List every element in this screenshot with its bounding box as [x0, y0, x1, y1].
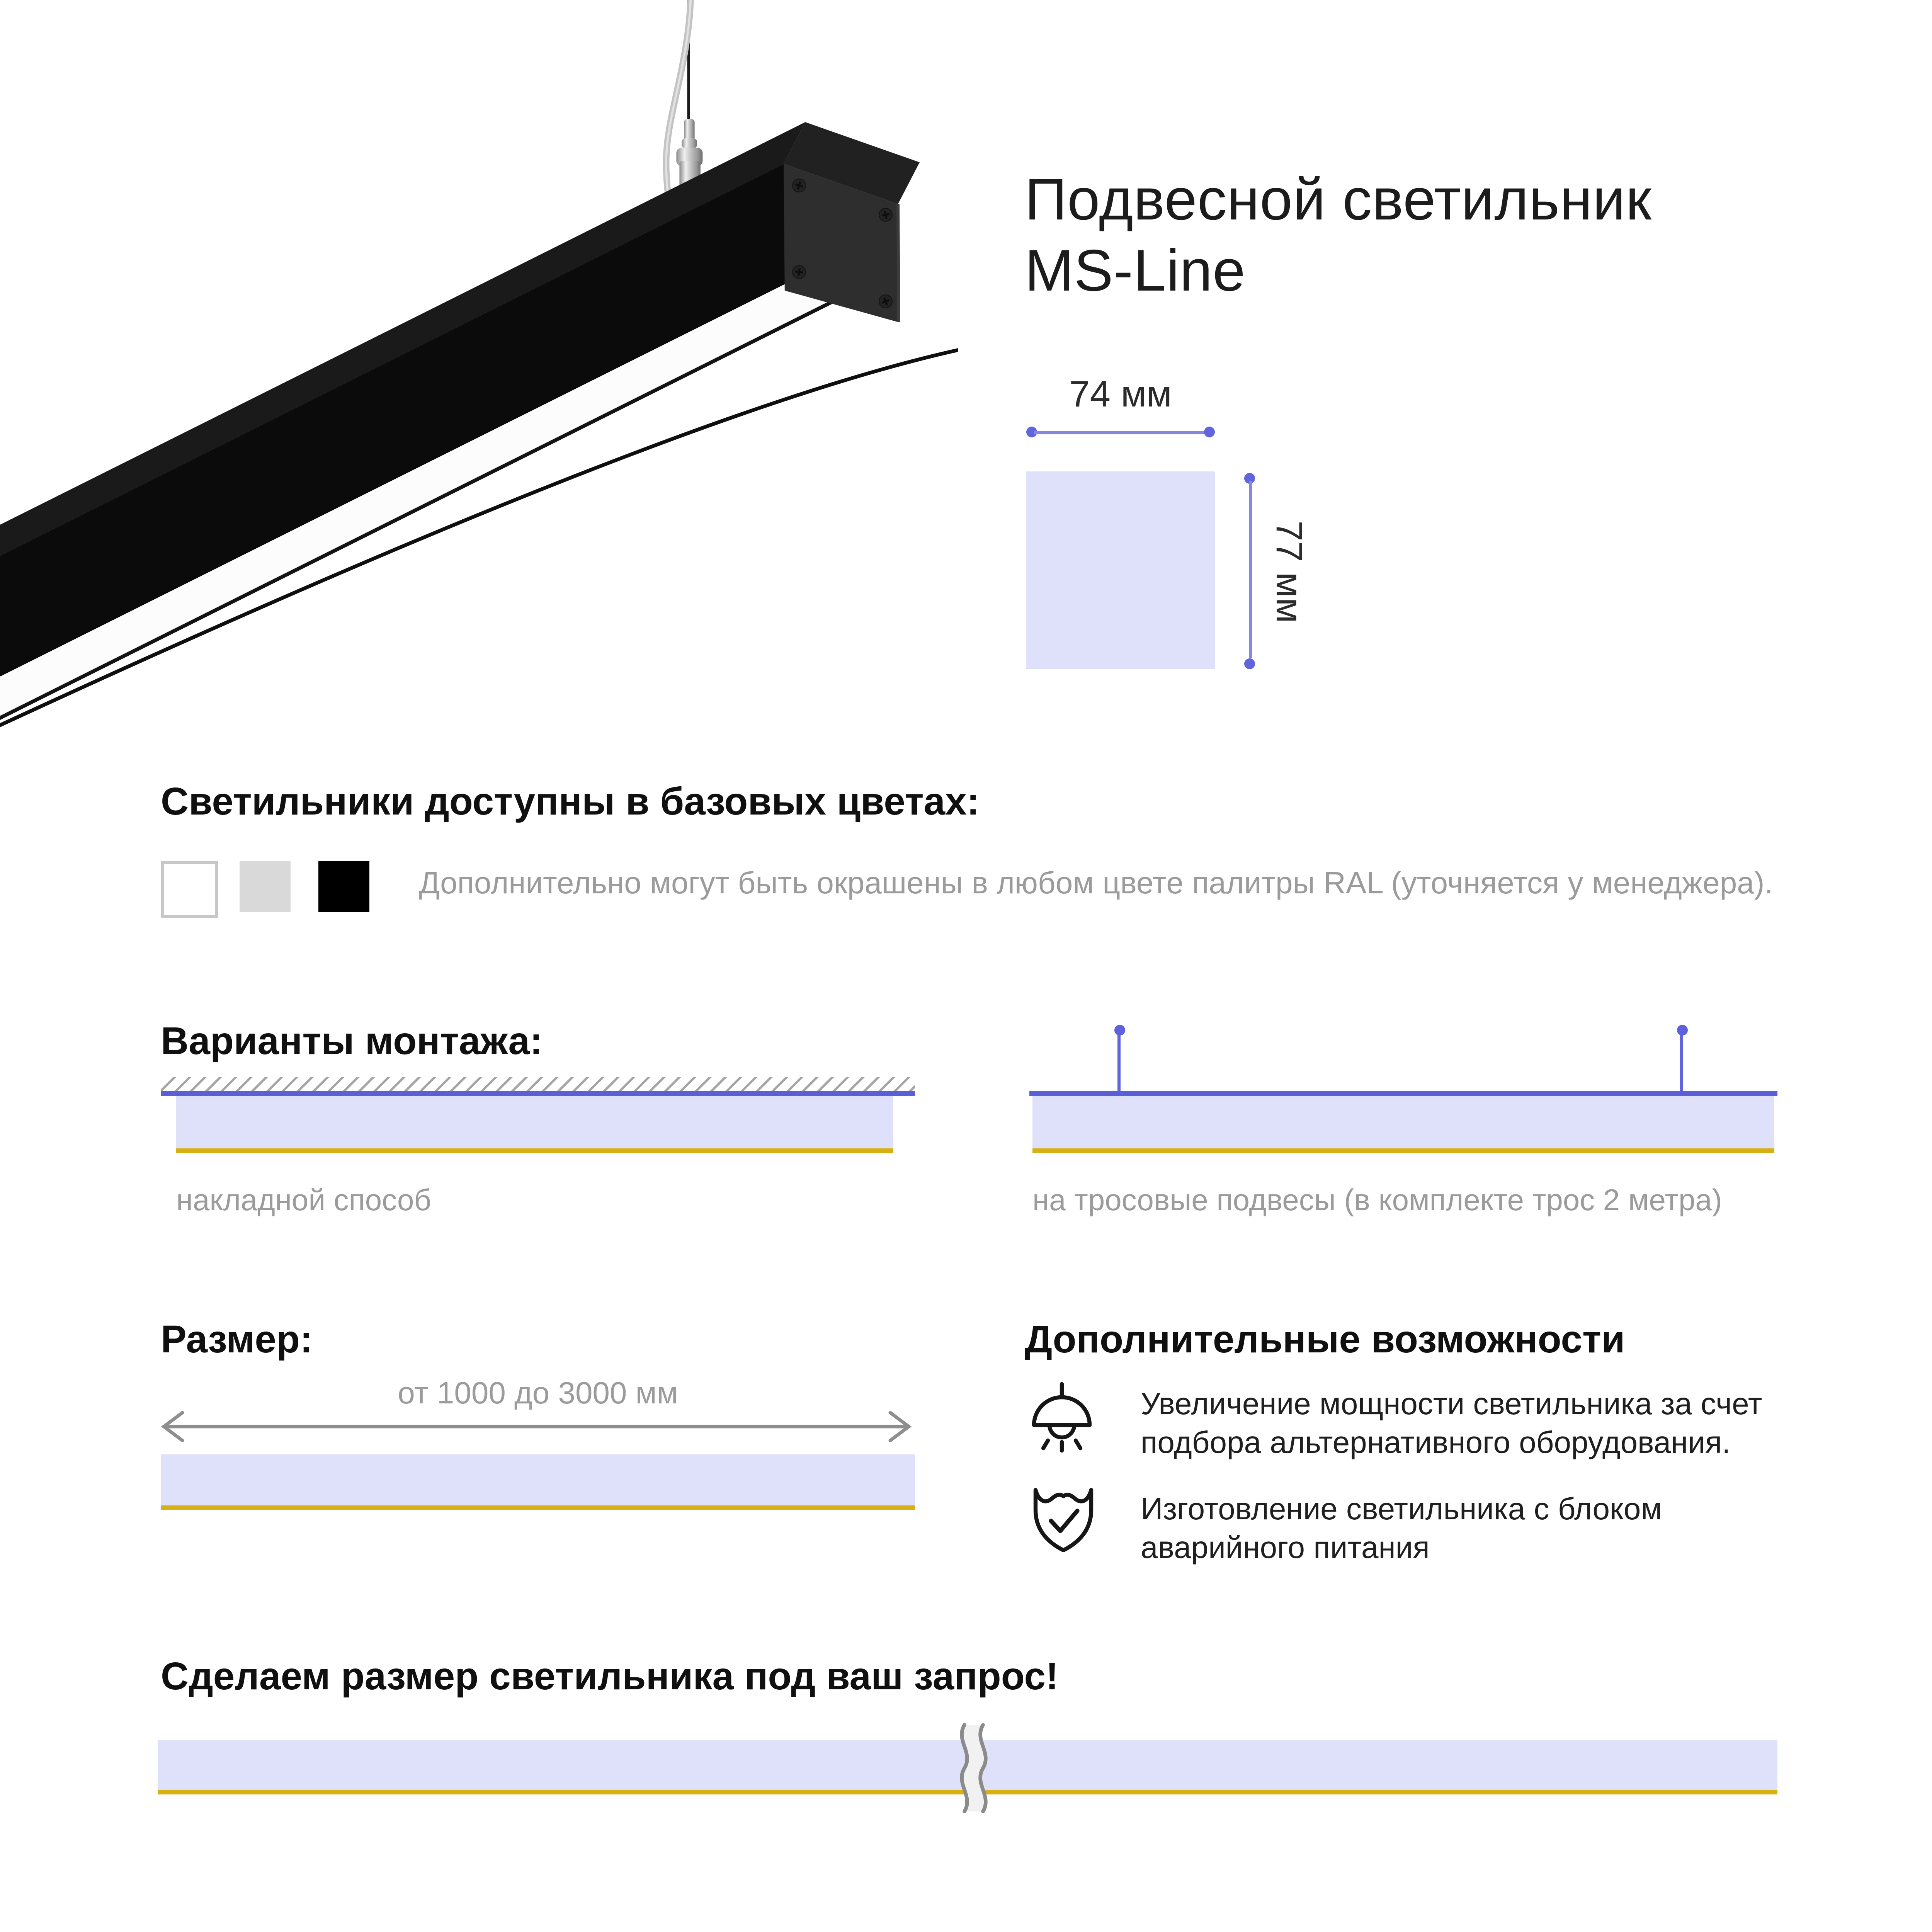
end-cap-bevel: [898, 204, 899, 322]
size-heading: Размер:: [161, 1318, 313, 1362]
page-title: [1025, 165, 1652, 308]
dimension-dot: [1204, 427, 1215, 437]
end-cap-screw: [793, 265, 806, 279]
luminaire-top-line: [1029, 1091, 1777, 1096]
bar-break-icon: [947, 1723, 1000, 1813]
dimension-height-label: 77 мм: [1267, 520, 1309, 623]
swatch-white: [161, 861, 218, 918]
dimension-width-label: 74 мм: [1069, 374, 1172, 416]
page-title-line2: MS-Line: [1025, 240, 1246, 304]
end-cap-screw: [879, 295, 892, 308]
profile-cross-section: [1026, 471, 1215, 669]
dimension-height-line: [1248, 481, 1251, 658]
mounting-heading: Варианты монтажа:: [161, 1020, 543, 1063]
swatch-black: [318, 861, 369, 912]
page-title-line1: Подвесной светильник: [1025, 168, 1652, 233]
colors-heading: Светильники доступны в базовых цветах:: [161, 781, 980, 824]
cable-gripper-flange: [682, 138, 697, 148]
end-cap-screw: [879, 208, 892, 221]
mounting-option-1-label: накладной способ: [176, 1184, 432, 1218]
luminaire-bar-suspended: [1032, 1096, 1774, 1153]
dimension-dot: [1244, 658, 1255, 669]
luminaire-bar-size: [161, 1454, 915, 1510]
dimension-width-line: [1034, 430, 1207, 434]
feature-text-emergency: Изготовление светильника с блоком аварийного питания: [1141, 1493, 1662, 1565]
mounting-option-2-label: на тросовые подвесы (в комплекте трос 2 метра): [1032, 1184, 1722, 1218]
suspension-pin: [1117, 1034, 1121, 1091]
pendant-lamp-icon: [1031, 1382, 1093, 1453]
swatch-gray: [240, 861, 291, 912]
product-render: [0, 0, 958, 866]
shield-check-icon: [1032, 1487, 1094, 1552]
colors-note: Дополнительно могут быть окрашены в любом цвете палитры RAL (уточняется у менеджера).: [419, 867, 1773, 901]
size-range-arrow: [158, 1408, 915, 1445]
ceiling-line: [161, 1091, 915, 1096]
features-heading: Дополнительные возможности: [1025, 1318, 1625, 1362]
size-range-label: от 1000 до 3000 мм: [398, 1377, 678, 1411]
feature-text-power: Увеличение мощности светильника за счет подбора альтернативного оборудования.: [1141, 1388, 1762, 1460]
end-cap-screw: [793, 179, 806, 192]
ceiling-hatch: [161, 1077, 915, 1091]
luminaire-bar-surface: [176, 1096, 893, 1153]
suspension-pin: [1680, 1034, 1683, 1091]
custom-size-heading: Сделаем размер светильника под ваш запрос!: [161, 1655, 1059, 1699]
